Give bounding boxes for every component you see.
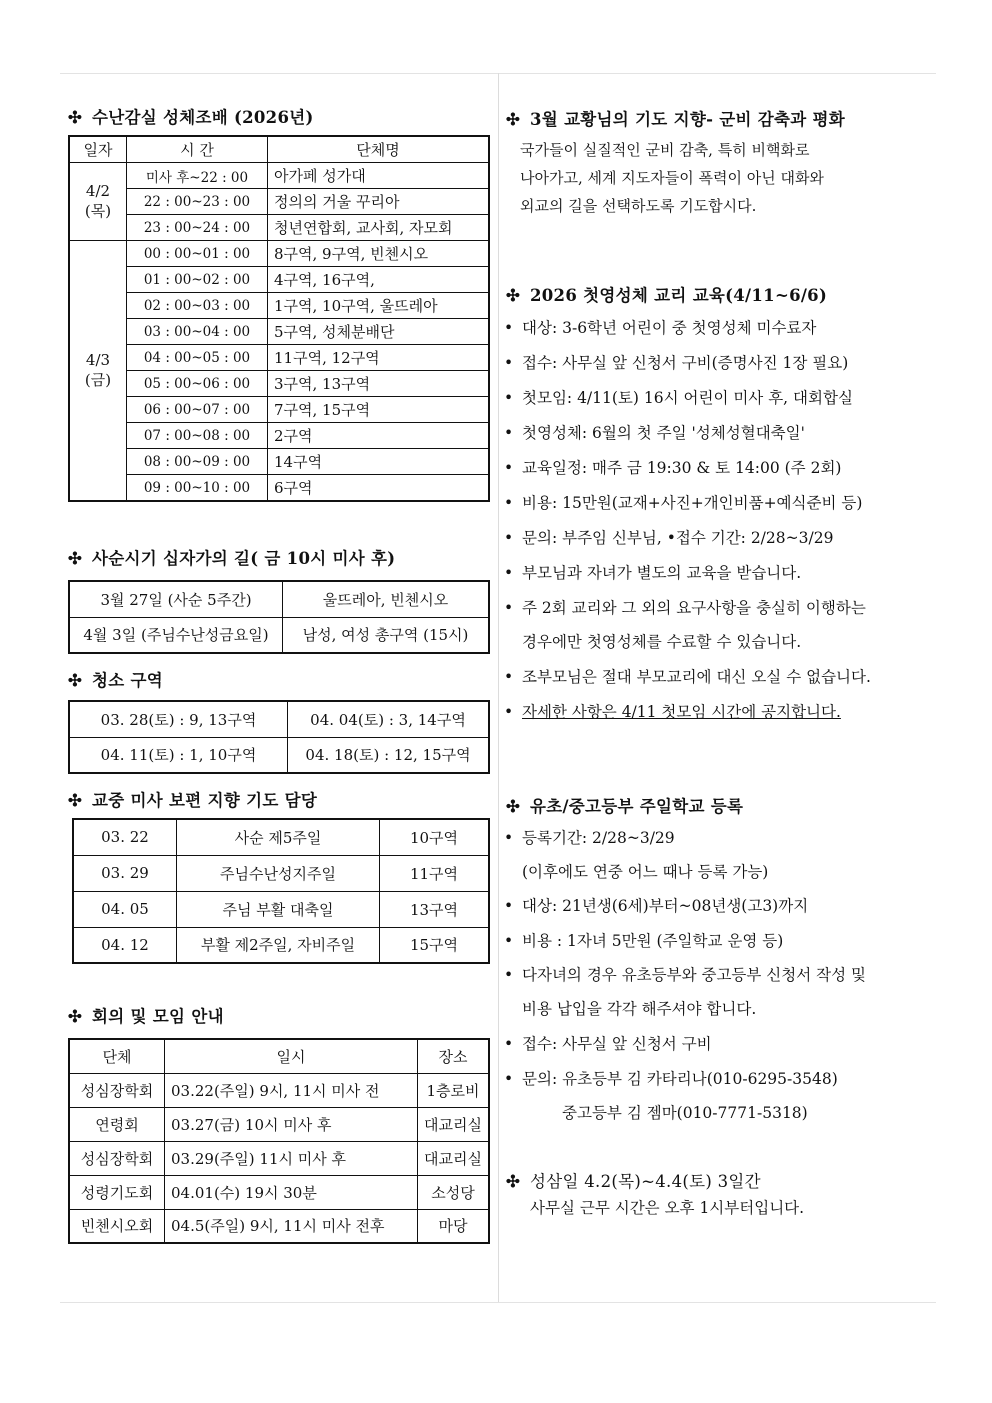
communion-item-text: 부모님과 자녀가 별도의 교육을 받습니다.	[522, 564, 802, 582]
retreat-line: 사무실 근무 시간은 오후 1시부터입니다.	[530, 1199, 805, 1217]
communion-item	[504, 561, 801, 583]
bullet-icon: •	[504, 389, 514, 407]
cross-icon: ✣	[68, 549, 83, 568]
bullet-icon: •	[504, 1035, 514, 1053]
meeting-group: 성심장학회	[69, 1141, 165, 1175]
prayer-name: 주님 부활 대축일	[177, 891, 380, 927]
communion-title	[506, 282, 827, 306]
stations-date: 4월 3일 (주님수난성금요일)	[69, 617, 283, 653]
time-cell: 01 : 00~02 : 00	[127, 267, 268, 293]
day-apr3-weekday: (금)	[84, 371, 112, 389]
day-apr3-date: 4/3	[85, 351, 111, 369]
prayer-zone: 11구역	[380, 855, 490, 891]
meeting-group: 연령회	[69, 1107, 165, 1141]
bullet-icon: •	[504, 668, 514, 686]
meeting-place: 대교리실	[418, 1141, 490, 1175]
time-cell: 00 : 00~01 : 00	[127, 241, 268, 267]
day-apr3	[69, 241, 127, 502]
meetings-header: 장소	[418, 1039, 490, 1073]
school-continuation: (이후에도 연중 어느 때나 등록 가능)	[522, 863, 769, 881]
cross-icon: ✣	[68, 791, 83, 810]
cleaning-title	[68, 667, 163, 691]
pope-line: 나아가고, 세계 지도자들이 폭력이 아닌 대화와	[520, 169, 824, 187]
school-title	[506, 793, 743, 817]
prayer-name: 부활 제2주일, 자비주일	[177, 927, 380, 963]
meeting-place: 마당	[418, 1209, 490, 1243]
group-cell: 6구역	[268, 475, 490, 502]
time-cell: 08 : 00~09 : 00	[127, 449, 268, 475]
cross-icon: ✣	[68, 108, 83, 127]
bullet-icon: •	[504, 932, 514, 950]
communion-item	[504, 316, 816, 338]
time-cell: 03 : 00~04 : 00	[127, 319, 268, 345]
communion-item	[504, 421, 805, 443]
cross-icon: ✣	[506, 797, 521, 816]
meeting-when: 04.5(주일) 9시, 11시 미사 전후	[165, 1209, 418, 1243]
header-group: 단체명	[268, 136, 490, 163]
communion-item	[504, 351, 848, 373]
bullet-icon: •	[504, 897, 514, 915]
school-item-text: 대상: 21년생(6세)부터~08년생(고3)까지	[522, 897, 809, 915]
group-cell: 1구역, 10구역, 울뜨레아	[268, 293, 490, 319]
meeting-place: 소성당	[418, 1175, 490, 1209]
time-cell: 04 : 00~05 : 00	[127, 345, 268, 371]
school-item	[504, 929, 783, 951]
adoration-table	[68, 135, 490, 502]
cross-icon: ✣	[68, 1007, 83, 1026]
stations-title-text: 사순시기 십자가의 길( 금 10시 미사 후)	[92, 549, 396, 568]
communion-item	[504, 491, 862, 513]
meeting-when: 03.29(주일) 11시 미사 후	[165, 1141, 418, 1175]
prayer-date: 03. 22	[73, 819, 177, 855]
group-cell: 7구역, 15구역	[268, 397, 490, 423]
bullet-icon: •	[504, 424, 514, 442]
school-item-text: 비용 : 1자녀 5만원 (주일학교 운영 등)	[522, 932, 784, 950]
school-item	[504, 963, 866, 985]
communion-item-text: 첫모임: 4/11(토) 16시 어린이 미사 후, 대회합실	[522, 389, 853, 407]
group-cell: 아가페 성가대	[268, 163, 490, 189]
school-item-text: 등록기간: 2/28~3/29	[522, 829, 675, 847]
communion-item-text: 첫영성체: 6월의 첫 주일 '성체성혈대축일'	[522, 424, 805, 442]
school-continuation: 비용 납입을 각각 해주셔야 합니다.	[522, 1000, 757, 1018]
meeting-place: 1층로비	[418, 1073, 490, 1107]
communion-item	[504, 386, 853, 408]
stations-group: 울뜨레아, 빈첸시오	[283, 581, 490, 617]
cleaning-cell: 04. 18(토) : 12, 15구역	[288, 737, 490, 773]
cross-icon: ✣	[506, 286, 521, 305]
cross-icon: ✣	[506, 110, 521, 129]
group-cell: 8구역, 9구역, 빈첸시오	[268, 241, 490, 267]
group-cell: 5구역, 성체분배단	[268, 319, 490, 345]
cleaning-cell: 04. 04(토) : 3, 14구역	[288, 701, 490, 737]
day-apr2-date: 4/2	[85, 182, 111, 200]
retreat-title	[506, 1168, 761, 1192]
bullet-icon: •	[504, 354, 514, 372]
prayer-zone: 15구역	[380, 927, 490, 963]
header-time: 시 간	[127, 136, 268, 163]
bullet-icon: •	[504, 459, 514, 477]
communion-title-text: 2026 첫영성체 교리 교육(4/11~6/6)	[530, 286, 828, 305]
meetings-title-text: 회의 및 모임 안내	[92, 1007, 224, 1026]
communion-item-text: 교육일정: 매주 금 19:30 & 토 14:00 (주 2회)	[522, 459, 842, 477]
communion-item-text: 문의: 부주임 신부님, •접수 기간: 2/28~3/29	[522, 529, 834, 547]
communion-item-text: 자세한 사항은 4/11 첫모임 시간에 공지합니다.	[522, 703, 841, 721]
prayer-table	[72, 818, 490, 964]
cross-icon: ✣	[68, 671, 83, 690]
day-apr2	[69, 163, 127, 241]
time-cell: 09 : 00~10 : 00	[127, 475, 268, 502]
time-cell: 06 : 00~07 : 00	[127, 397, 268, 423]
communion-item-text: 대상: 3-6학년 어린이 중 첫영성체 미수료자	[522, 319, 817, 337]
bullet-icon: •	[504, 1070, 514, 1088]
group-cell: 청년연합회, 교사회, 자모회	[268, 215, 490, 241]
bullet-icon: •	[504, 529, 514, 547]
prayer-date: 04. 12	[73, 927, 177, 963]
bullet-icon: •	[504, 319, 514, 337]
bullet-icon: •	[504, 966, 514, 984]
communion-item	[504, 526, 833, 548]
stations-date: 3월 27일 (사순 5주간)	[69, 581, 283, 617]
group-cell: 11구역, 12구역	[268, 345, 490, 371]
communion-item	[504, 700, 841, 722]
bullet-icon: •	[504, 494, 514, 512]
cleaning-cell: 03. 28(토) : 9, 13구역	[69, 701, 288, 737]
meetings-table	[68, 1038, 490, 1244]
stations-table	[68, 580, 490, 654]
time-cell: 02 : 00~03 : 00	[127, 293, 268, 319]
column-divider	[498, 73, 499, 1302]
stations-title	[68, 545, 395, 569]
school-item-text: 다자녀의 경우 유초등부와 중고등부 신청서 작성 및	[522, 966, 866, 984]
communion-item-text: 조부모님은 절대 부모교리에 대신 오실 수 없습니다.	[522, 668, 871, 686]
group-cell: 14구역	[268, 449, 490, 475]
school-item	[504, 1067, 838, 1089]
bottom-rule	[60, 1302, 936, 1303]
meeting-group: 성령기도회	[69, 1175, 165, 1209]
meeting-place: 대교리실	[418, 1107, 490, 1141]
communion-item-text: 주 2회 교리와 그 외의 요구사항을 충실히 이행하는	[522, 599, 866, 617]
time-cell: 22 : 00~23 : 00	[127, 189, 268, 215]
communion-item-text: 비용: 15만원(교재+사진+개인비품+예식준비 등)	[522, 494, 863, 512]
prayer-title-text: 교중 미사 보편 지향 기도 담당	[92, 791, 318, 810]
school-item-text: 문의: 유초등부 김 카타리나(010-6295-3548)	[522, 1070, 838, 1088]
retreat-title-text: 성삼일 4.2(목)~4.4(토) 3일간	[530, 1172, 761, 1191]
communion-item	[504, 456, 841, 478]
header-date: 일자	[69, 136, 127, 163]
stations-group: 남성, 여성 총구역 (15시)	[283, 617, 490, 653]
group-cell: 정의의 거울 꾸리아	[268, 189, 490, 215]
cleaning-cell: 04. 11(토) : 1, 10구역	[69, 737, 288, 773]
pope-line: 외교의 길을 선택하도록 기도합시다.	[520, 197, 757, 215]
prayer-name: 주님수난성지주일	[177, 855, 380, 891]
group-cell: 3구역, 13구역	[268, 371, 490, 397]
prayer-name: 사순 제5주일	[177, 819, 380, 855]
meeting-when: 03.22(주일) 9시, 11시 미사 전	[165, 1073, 418, 1107]
bullet-icon: •	[504, 599, 514, 617]
adoration-title	[68, 104, 314, 128]
cleaning-title-text: 청소 구역	[92, 671, 164, 690]
communion-continuation: 경우에만 첫영성체를 수료할 수 있습니다.	[522, 633, 802, 651]
meetings-header: 단체	[69, 1039, 165, 1073]
bullet-icon: •	[504, 564, 514, 582]
bullet-icon: •	[504, 703, 514, 721]
adoration-title-text: 수난감실 성체조배 (2026년)	[92, 108, 314, 127]
prayer-date: 03. 29	[73, 855, 177, 891]
prayer-zone: 13구역	[380, 891, 490, 927]
communion-item	[504, 596, 866, 618]
prayer-zone: 10구역	[380, 819, 490, 855]
meeting-when: 03.27(금) 10시 미사 후	[165, 1107, 418, 1141]
time-cell: 05 : 00~06 : 00	[127, 371, 268, 397]
school-continuation: 중고등부 김 젬마(010-7771-5318)	[562, 1104, 808, 1122]
school-item	[504, 826, 675, 848]
cleaning-table	[68, 700, 490, 774]
group-cell: 2구역	[268, 423, 490, 449]
school-item-text: 접수: 사무실 앞 신청서 구비	[522, 1035, 712, 1053]
communion-item	[504, 665, 871, 687]
time-cell: 23 : 00~24 : 00	[127, 215, 268, 241]
school-item	[504, 1032, 712, 1054]
day-apr2-weekday: (목)	[84, 202, 112, 220]
pope-title	[506, 106, 845, 130]
time-cell: 미사 후~22 : 00	[127, 163, 268, 189]
group-cell: 4구역, 16구역,	[268, 267, 490, 293]
prayer-date: 04. 05	[73, 891, 177, 927]
meeting-when: 04.01(수) 19시 30분	[165, 1175, 418, 1209]
communion-item-text: 접수: 사무실 앞 신청서 구비(증명사진 1장 필요)	[522, 354, 849, 372]
school-title-text: 유초/중고등부 주일학교 등록	[530, 797, 744, 816]
bullet-icon: •	[504, 829, 514, 847]
pope-title-text: 3월 교황님의 기도 지향- 군비 감축과 평화	[530, 110, 846, 129]
school-item	[504, 894, 808, 916]
pope-line: 국가들이 실질적인 군비 감축, 특히 비핵화로	[520, 141, 810, 159]
time-cell: 07 : 00~08 : 00	[127, 423, 268, 449]
meetings-header: 일시	[165, 1039, 418, 1073]
meeting-group: 성심장학회	[69, 1073, 165, 1107]
cross-icon: ✣	[506, 1172, 521, 1191]
prayer-title	[68, 787, 317, 811]
meeting-group: 빈첸시오회	[69, 1209, 165, 1243]
meetings-title	[68, 1003, 224, 1027]
